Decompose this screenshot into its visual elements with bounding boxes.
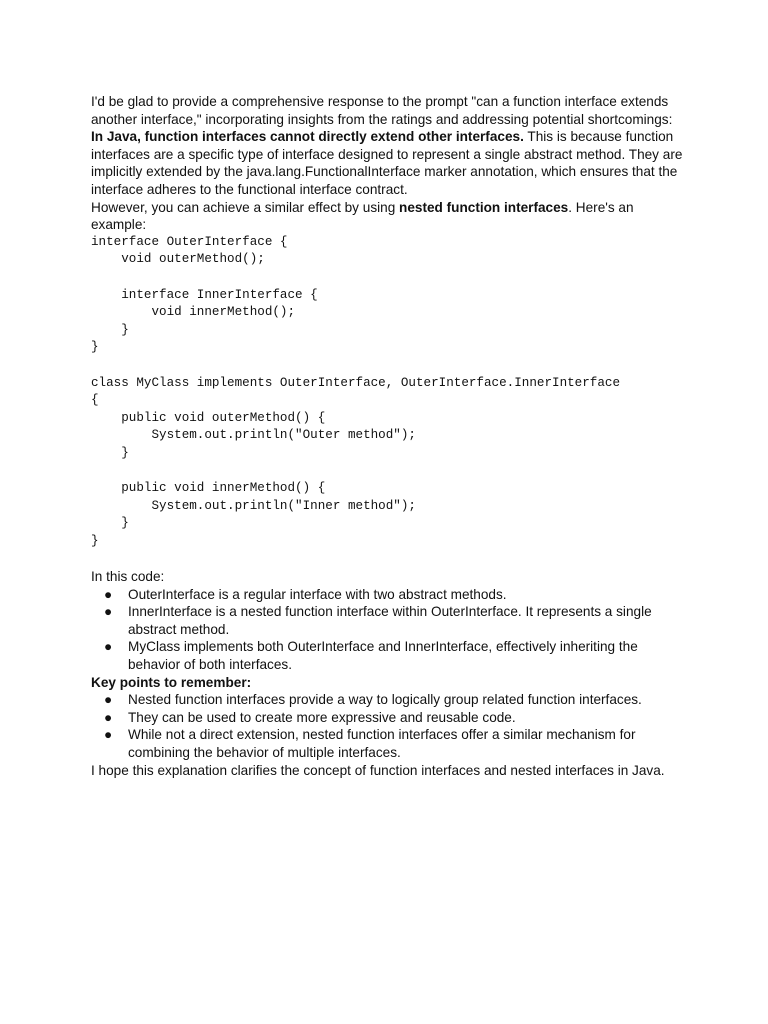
list-item-text: While not a direct extension, nested function interfaces offer a similar mechanism for combining the behavior of multiple interfaces. <box>128 727 636 760</box>
bullet-icon: ● <box>104 692 113 708</box>
in-this-code-label: In this code: <box>91 569 165 585</box>
however-text-end: . Here's an example: <box>91 199 634 233</box>
key-points-list <box>91 691 691 761</box>
code-line <box>91 269 691 287</box>
code-line: { <box>91 393 99 408</box>
bullet-icon: ● <box>104 586 113 602</box>
answer-bold-statement: In Java, function interfaces cannot directly extend other interfaces. <box>91 129 524 145</box>
code-line: System.out.println("Inner method"); <box>91 498 416 513</box>
key-points-heading <box>91 674 691 692</box>
code-line: public void outerMethod() { <box>91 410 326 425</box>
closing-paragraph: I hope this explanation clarifies the concept of function interfaces and nested interfaces in Java. <box>91 762 665 778</box>
list-item <box>91 709 691 727</box>
list-item <box>91 638 691 673</box>
bullet-icon: ● <box>104 639 113 655</box>
code-line: } <box>91 322 129 337</box>
however-text-start: However, you can achieve a similar effect by using <box>91 199 400 215</box>
list-item-text: InnerInterface is a nested function interface within OuterInterface. It represents a single abstract method. <box>128 604 652 637</box>
list-item <box>91 726 691 761</box>
list-item <box>91 603 691 638</box>
code-line: System.out.println("Outer method"); <box>91 428 416 443</box>
code-line <box>91 357 691 375</box>
document-page <box>91 93 691 779</box>
code-line: } <box>91 516 129 531</box>
code-line: interface OuterInterface { <box>91 234 288 249</box>
spacer <box>91 550 691 568</box>
answer-explanation: This is because function interfaces are a specific type of interface designed to represent a single abstract method. They are implicitly extended by the java.lang.FunctionalInterface marker annotation, which ensures that the interface adheres to the functional interface contract. <box>91 129 683 197</box>
code-line: public void innerMethod() { <box>91 481 326 496</box>
code-line: void innerMethod(); <box>91 305 296 320</box>
code-line: class MyClass implements OuterInterface, OuterInterface.InnerInterface <box>91 375 621 390</box>
code-line <box>91 462 691 480</box>
key-points-heading-text: Key points to remember: <box>91 674 252 690</box>
code-line: interface InnerInterface { <box>91 287 318 302</box>
nested-interfaces-term: nested function interfaces <box>399 199 569 215</box>
however-paragraph <box>91 199 691 234</box>
list-item <box>91 586 691 604</box>
code-line: } <box>91 340 99 355</box>
bullet-icon: ● <box>104 604 113 620</box>
bullet-icon: ● <box>104 727 113 743</box>
code-block <box>91 234 691 551</box>
code-explanation-list <box>91 586 691 674</box>
intro-paragraph: I'd be glad to provide a comprehensive response to the prompt "can a function interface extends another interface," incorporating insights from the ratings and addressing potential shortcomings: <box>91 94 673 127</box>
list-item-text: They can be used to create more expressive and reusable code. <box>128 709 516 725</box>
code-line: } <box>91 445 129 460</box>
list-item-text: MyClass implements both OuterInterface and InnerInterface, effectively inheriting the behavior of both interfaces. <box>128 639 638 672</box>
bullet-icon: ● <box>104 709 113 725</box>
list-item-text: OuterInterface is a regular interface with two abstract methods. <box>128 586 507 602</box>
list-item <box>91 691 691 709</box>
answer-paragraph <box>91 128 691 198</box>
code-line: void outerMethod(); <box>91 252 265 267</box>
code-line: } <box>91 533 99 548</box>
list-item-text: Nested function interfaces provide a way to logically group related function interfaces. <box>128 692 642 708</box>
